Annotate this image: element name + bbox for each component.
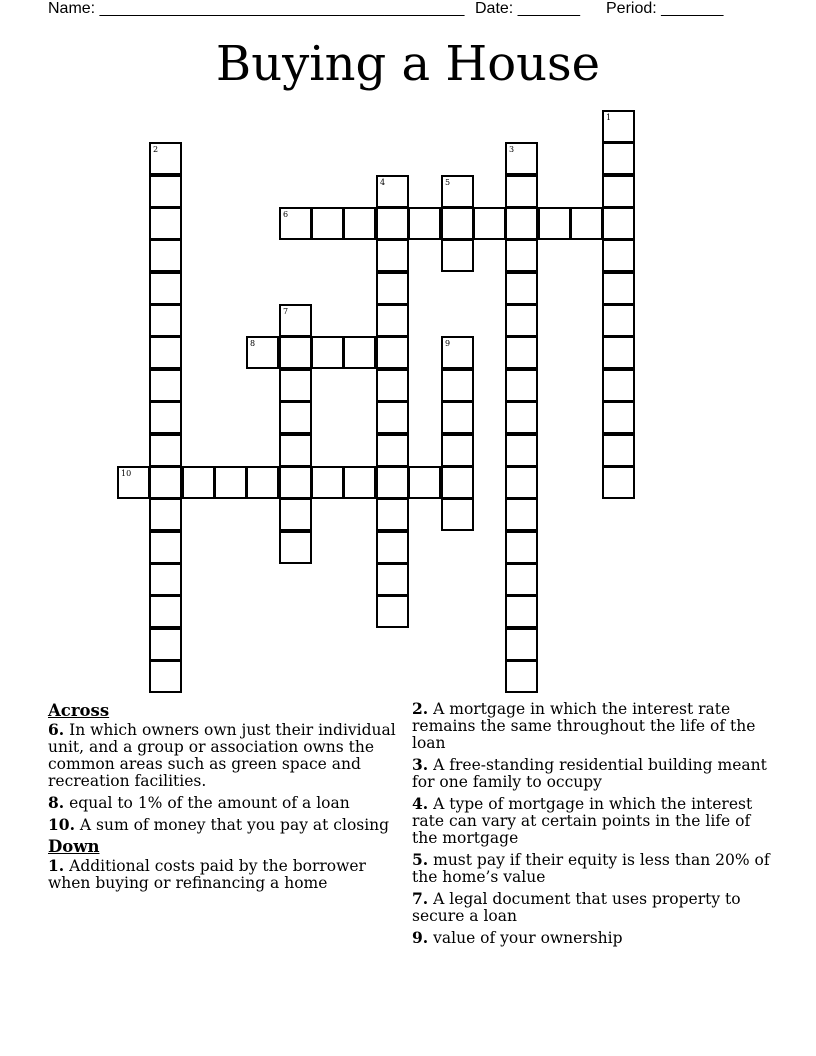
across-clue-6: [48, 721, 408, 790]
crossword-cell[interactable]: [149, 595, 182, 628]
crossword-cell[interactable]: [279, 434, 312, 467]
crossword-cell[interactable]: [376, 466, 409, 499]
crossword-cell[interactable]: [505, 336, 538, 369]
clue-number: 1.: [48, 856, 65, 875]
clue-number-label: 3: [509, 145, 515, 154]
crossword-cell[interactable]: [343, 207, 376, 240]
crossword-cell[interactable]: [149, 466, 182, 499]
crossword-cell[interactable]: [279, 531, 312, 564]
clue-number-label: 8: [250, 339, 256, 348]
clue-number: 2.: [412, 699, 429, 718]
crossword-cell[interactable]: [149, 207, 182, 240]
crossword-cell[interactable]: [149, 369, 182, 402]
crossword-cell[interactable]: [441, 336, 474, 369]
crossword-cell[interactable]: [408, 466, 441, 499]
page-title: Buying a House: [215, 36, 601, 92]
clue-number: 3.: [412, 755, 429, 774]
crossword-cell[interactable]: [602, 434, 635, 467]
crossword-cell[interactable]: [441, 498, 474, 531]
crossword-cell[interactable]: [505, 434, 538, 467]
crossword-cell[interactable]: [149, 498, 182, 531]
down-clue-5: [412, 851, 777, 886]
crossword-cell[interactable]: [505, 239, 538, 272]
clue-number: 4.: [412, 794, 429, 813]
clue-text: Additional costs paid by the borrower when buying or refinancing a home: [48, 857, 366, 892]
crossword-cell[interactable]: [311, 466, 344, 499]
crossword-cell[interactable]: [376, 207, 409, 240]
clue-number-label: 4: [380, 178, 386, 187]
crossword-cell[interactable]: [214, 466, 247, 499]
period-field-label[interactable]: Period: _______: [606, 0, 724, 17]
crossword-cell[interactable]: [279, 207, 312, 240]
crossword-cell[interactable]: [279, 336, 312, 369]
crossword-cell[interactable]: [376, 369, 409, 402]
crossword-cell[interactable]: [602, 175, 635, 208]
clue-number: 5.: [412, 850, 429, 869]
crossword-cell[interactable]: [376, 498, 409, 531]
clue-number-label: 9: [445, 339, 451, 348]
crossword-cell[interactable]: [505, 175, 538, 208]
clues-left-column: [48, 700, 408, 896]
crossword-cell[interactable]: [279, 498, 312, 531]
crossword-cell[interactable]: [343, 336, 376, 369]
crossword-cell[interactable]: [505, 369, 538, 402]
crossword-cell[interactable]: [505, 304, 538, 337]
crossword-cell[interactable]: [505, 272, 538, 305]
crossword-cell[interactable]: [602, 304, 635, 337]
across-heading: Across: [48, 701, 110, 720]
crossword-cell[interactable]: [376, 175, 409, 208]
across-clue-8: [48, 794, 408, 812]
crossword-cell[interactable]: [149, 563, 182, 596]
crossword-cell[interactable]: [182, 466, 215, 499]
crossword-cell[interactable]: [246, 336, 279, 369]
crossword-cell[interactable]: [505, 628, 538, 661]
crossword-cell[interactable]: [441, 466, 474, 499]
clue-number: 10.: [48, 815, 75, 834]
crossword-cell[interactable]: [376, 272, 409, 305]
down-clue-9: [412, 929, 777, 947]
crossword-cell[interactable]: [149, 660, 182, 693]
crossword-cell[interactable]: [602, 142, 635, 175]
down-clue-1: [48, 857, 408, 892]
clue-number-label: 6: [283, 210, 289, 219]
crossword-cell[interactable]: [376, 595, 409, 628]
crossword-cell[interactable]: [343, 466, 376, 499]
clue-number-label: 1: [606, 113, 612, 122]
crossword-cell[interactable]: [279, 304, 312, 337]
clues-right-column: [412, 700, 777, 951]
crossword-cell[interactable]: [376, 563, 409, 596]
crossword-cell[interactable]: [505, 466, 538, 499]
crossword-cell[interactable]: [505, 595, 538, 628]
crossword-cell[interactable]: [408, 207, 441, 240]
clue-number: 6.: [48, 720, 65, 739]
crossword-cell[interactable]: [602, 239, 635, 272]
crossword-cell[interactable]: [376, 336, 409, 369]
clue-text: A type of mortgage in which the interest rate can vary at certain points in the life of the mortgage: [412, 795, 753, 847]
crossword-cell[interactable]: [505, 142, 538, 175]
crossword-cell[interactable]: [149, 142, 182, 175]
down-clue-3: [412, 756, 777, 791]
crossword-cell[interactable]: [149, 401, 182, 434]
name-field-label[interactable]: Name: _________________________________________: [48, 0, 465, 17]
crossword-cell[interactable]: [505, 660, 538, 693]
crossword-cell[interactable]: [279, 369, 312, 402]
crossword-cell[interactable]: [441, 434, 474, 467]
crossword-cell[interactable]: [149, 272, 182, 305]
clue-text: A mortgage in which the interest rate remains the same throughout the life of the loan: [412, 700, 756, 752]
crossword-cell[interactable]: [149, 531, 182, 564]
crossword-cell[interactable]: [441, 207, 474, 240]
clue-text: In which owners own just their individual unit, and a group or association owns the common areas such as green space and recreation facilities.: [48, 721, 396, 790]
down-clue-7: [412, 890, 777, 925]
crossword-cell[interactable]: [311, 336, 344, 369]
clue-text: A sum of money that you pay at closing: [79, 816, 390, 834]
crossword-cell[interactable]: [505, 207, 538, 240]
crossword-cell[interactable]: [505, 401, 538, 434]
crossword-cell[interactable]: [602, 466, 635, 499]
crossword-cell[interactable]: [376, 239, 409, 272]
crossword-cell[interactable]: [602, 401, 635, 434]
crossword-cell[interactable]: [441, 175, 474, 208]
crossword-cell[interactable]: [376, 434, 409, 467]
down-heading: Down: [48, 837, 100, 856]
clue-number-label: 7: [283, 307, 289, 316]
crossword-cell[interactable]: [505, 531, 538, 564]
crossword-cell[interactable]: [246, 466, 279, 499]
crossword-cell[interactable]: [505, 498, 538, 531]
crossword-cell[interactable]: [602, 110, 635, 143]
crossword-cell[interactable]: [149, 434, 182, 467]
crossword-cell[interactable]: [149, 239, 182, 272]
clue-text: A legal document that uses property to secure a loan: [412, 890, 741, 925]
crossword-cell[interactable]: [376, 531, 409, 564]
clue-number-label: 10: [121, 469, 132, 478]
crossword-cell[interactable]: [441, 369, 474, 402]
crossword-cell[interactable]: [149, 628, 182, 661]
clue-number-label: 5: [445, 178, 451, 187]
clues-section: [0, 700, 816, 960]
clue-text: value of your ownership: [433, 929, 623, 947]
crossword-cell[interactable]: [149, 336, 182, 369]
crossword-cell[interactable]: [376, 401, 409, 434]
date-field-label[interactable]: Date: _______: [475, 0, 580, 17]
across-clue-10: [48, 816, 408, 834]
crossword-cell[interactable]: [311, 207, 344, 240]
down-clue-2: [412, 700, 777, 752]
crossword-cell[interactable]: [602, 272, 635, 305]
crossword-cell[interactable]: [505, 563, 538, 596]
down-clue-4: [412, 795, 777, 847]
crossword-cell[interactable]: [441, 401, 474, 434]
crossword-cell[interactable]: [117, 466, 150, 499]
clue-text: equal to 1% of the amount of a loan: [69, 794, 350, 812]
crossword-cell[interactable]: [149, 175, 182, 208]
clue-number-label: 2: [153, 145, 159, 154]
crossword-cell[interactable]: [602, 207, 635, 240]
crossword-cell[interactable]: [441, 239, 474, 272]
crossword-cell[interactable]: [279, 401, 312, 434]
crossword-cell[interactable]: [538, 207, 571, 240]
clue-number: 7.: [412, 889, 429, 908]
clue-number: 9.: [412, 928, 429, 947]
clue-text: must pay if their equity is less than 20% of the home’s value: [412, 851, 770, 886]
crossword-cell[interactable]: [473, 207, 506, 240]
clue-number: 8.: [48, 793, 65, 812]
crossword-cell[interactable]: [279, 466, 312, 499]
crossword-cell[interactable]: [376, 304, 409, 337]
clue-text: A free-standing residential building meant for one family to occupy: [412, 756, 767, 791]
crossword-cell[interactable]: [149, 304, 182, 337]
crossword-cell[interactable]: [602, 369, 635, 402]
crossword-cell[interactable]: [570, 207, 603, 240]
crossword-cell[interactable]: [602, 336, 635, 369]
